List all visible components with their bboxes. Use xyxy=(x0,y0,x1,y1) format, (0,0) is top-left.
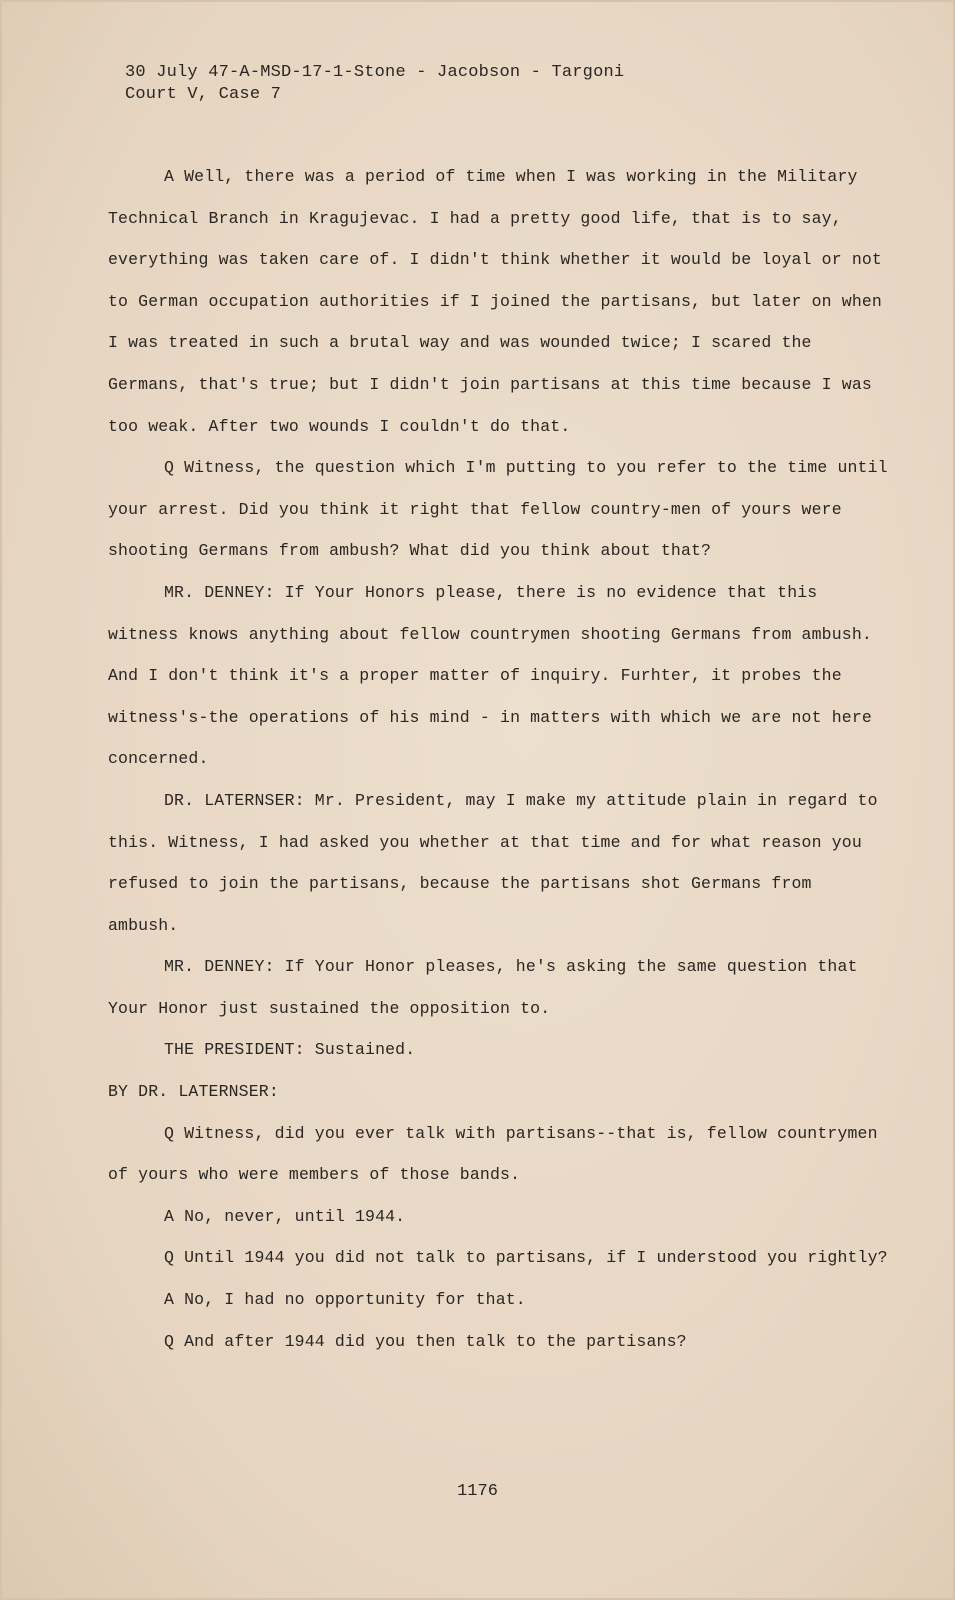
page-number: 1176 xyxy=(457,1482,498,1501)
transcript-body xyxy=(108,156,888,1362)
header-line-2: Court V, Case 7 xyxy=(125,85,282,104)
question-paragraph: Q Witness, the question which I'm putting to you refer to the time until your arrest. Did you think it right that fellow country-men of yours were shooting Germans from ambush? What did you think about that? xyxy=(108,458,888,561)
question-paragraph: Q Witness, did you ever talk with partisans--that is, fellow countrymen of yours who were members of those bands. xyxy=(108,1123,878,1185)
answer-paragraph: A No, I had no opportunity for that. xyxy=(164,1290,526,1310)
header-line-1: 30 July 47-A-MSD-17-1-Stone - Jacobson - Targoni xyxy=(125,63,625,82)
objection-paragraph: MR. DENNEY: If Your Honor pleases, he's asking the same question that Your Honor just sustained the opposition to. xyxy=(108,957,858,1018)
question-paragraph: Q And after 1944 did you then talk to the partisans? xyxy=(164,1331,687,1351)
page-header xyxy=(125,62,624,106)
answer-paragraph: A No, never, until 1944. xyxy=(164,1206,406,1226)
question-paragraph: Q Until 1944 you did not talk to partisans, if I understood you rightly? xyxy=(164,1248,888,1268)
counsel-statement-paragraph: DR. LATERNSER: Mr. President, may I make my attitude plain in regard to this. Witness, I had asked you whether at that time and for what reason you refused to join the partisans, because the partisans shot Germans from ambush. xyxy=(108,790,878,935)
ruling-paragraph: THE PRESIDENT: Sustained. xyxy=(164,1040,416,1060)
examiner-heading: BY DR. LATERNSER: xyxy=(108,1082,279,1102)
objection-paragraph: MR. DENNEY: If Your Honors please, there is no evidence that this witness knows anything about fellow countrymen shooting Germans from ambush. And I don't think it's a proper matter of inquiry. Furhter, it probes the witness's-the operations of his mind - in matters with which we are not here concerned. xyxy=(108,582,872,769)
answer-paragraph: A Well, there was a period of time when I was working in the Military Technical Branch in Kragujevac. I had a pretty good life, that is to say, everything was taken care of. I didn't think whether it would be loyal or not to German occupation authorities if I joined the partisans, but later on when I was treated in such a brutal way and was wounded twice; I scared the Germans, that's true; but I didn't join partisans at this time because I was too weak. After two wounds I couldn't do that. xyxy=(108,167,882,436)
